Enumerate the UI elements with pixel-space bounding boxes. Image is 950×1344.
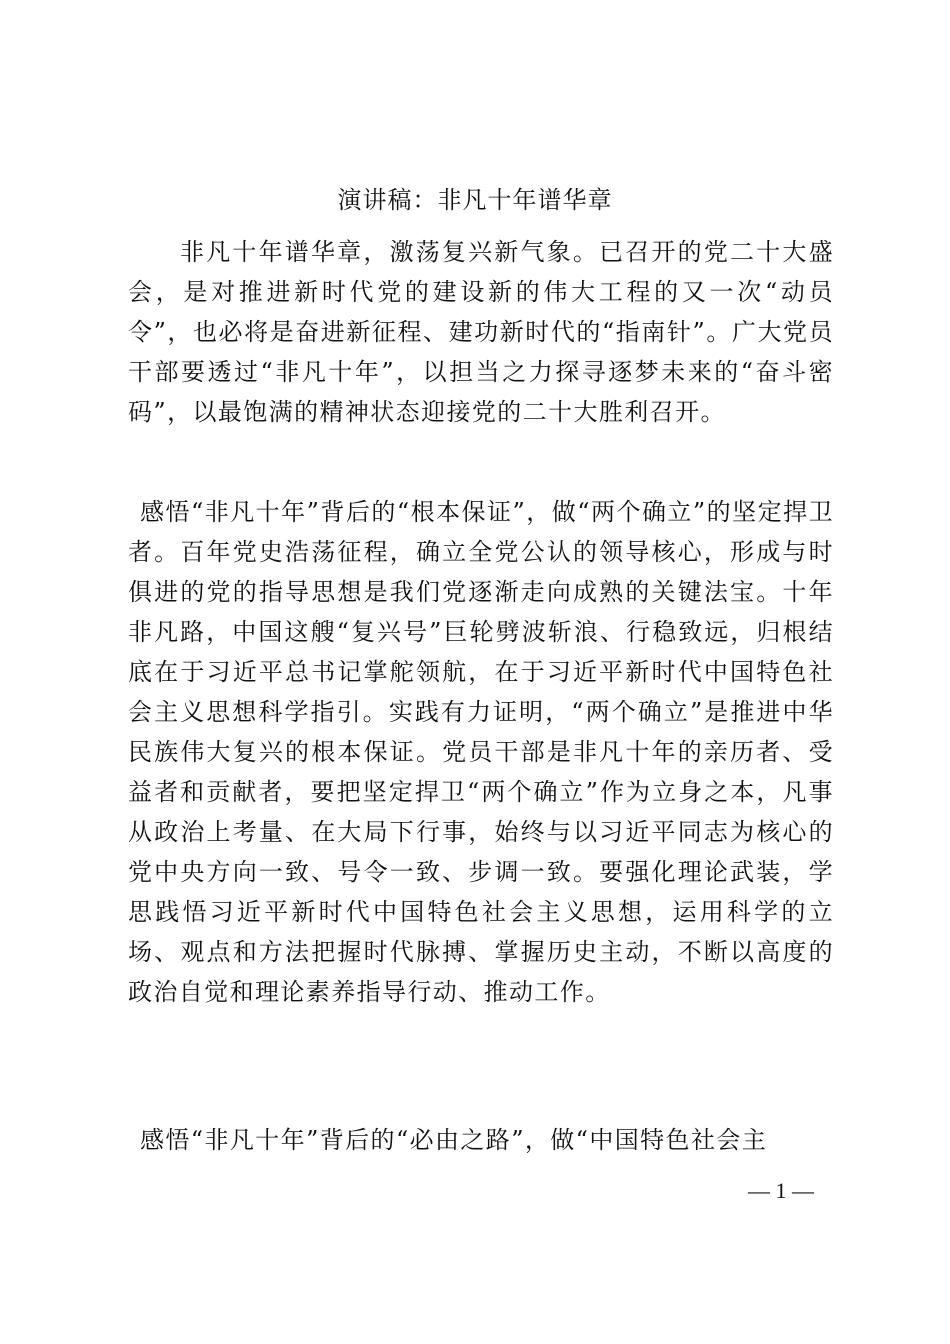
paragraph-inevitable-path: 感悟“非凡十年”背后的“必由之路”，做“中国特色社会主 [140, 1126, 768, 1154]
page-number: — 1 — [748, 1178, 814, 1203]
paragraph-intro: 非凡十年谱华章，激荡复兴新气象。已召开的党二十大盛会，是对推进新时代党的建设新的伟大工程的又一次“动员令”，也必将是奋进新征程、建功新时代的“指南针”。广大党员干部要透过“非凡十年”，以担当之力探寻逐梦未来的“奋斗密码”，以最饱满的精神状态迎接党的二十大胜利召开。 [128, 238, 834, 426]
paragraph-root-guarantee: 感悟“非凡十年”背后的“根本保证”，做“两个确立”的坚定捍卫者。百年党史浩荡征程，确立全党公认的领导核心，形成与时俱进的党的指导思想是我们党逐渐走向成熟的关键法宝。十年非凡路，中国这艘“复兴号”巨轮劈波斩浪、行稳致远，归根结底在于习近平总书记掌舵领航，在于习近平新时代中国特色社会主义思想科学指引。实践有力证明，“两个确立”是推进中华民族伟大复兴的根本保证。党员干部是非凡十年的亲历者、受益者和贡献者，要把坚定捍卫“两个确立”作为立身之本，凡事从政治上考量、在大局下行事，始终与以习近平同志为核心的党中央方向一致、号令一致、步调一致。要强化理论武装，学思践悟习近平新时代中国特色社会主义思想，运用科学的立场、观点和方法把握时代脉搏、掌握历史主动，不断以高度的政治自觉和理论素养指导行动、推动工作。 [128, 498, 834, 1006]
document-title: 演讲稿：非凡十年谱华章 [337, 186, 613, 214]
